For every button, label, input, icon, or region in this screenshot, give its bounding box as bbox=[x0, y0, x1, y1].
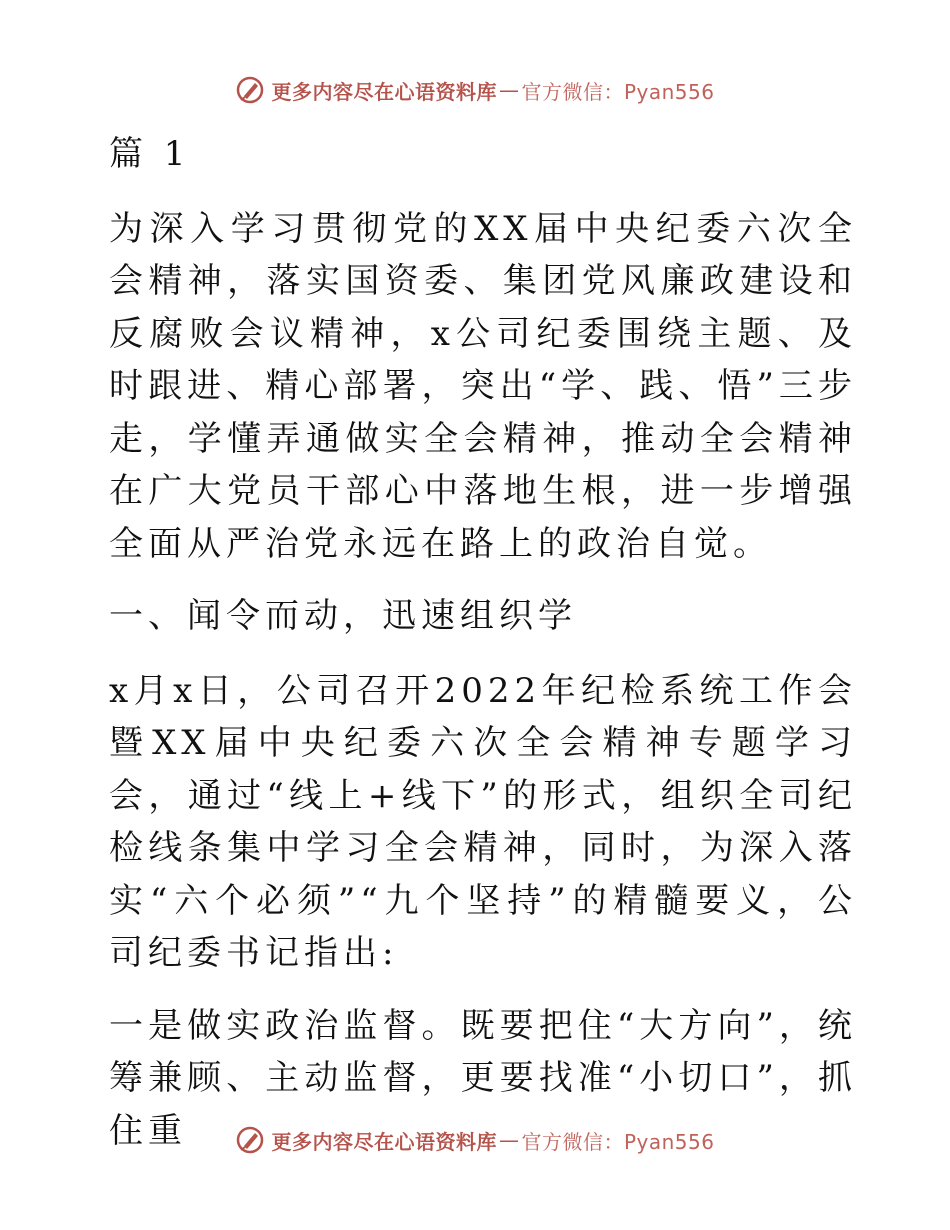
section-heading: 一、闻令而动，迅速组织学 bbox=[109, 596, 577, 636]
watermark-contact: 官方微信：Pyan556 bbox=[521, 79, 715, 104]
watermark-separator: — bbox=[498, 78, 520, 102]
watermark-header bbox=[0, 70, 950, 110]
paragraph-point-one: 一是做实政治监督。既要把住“大方向”，统筹兼顾、主动监督，更要找准“小切口”，抓住重 bbox=[109, 1005, 857, 1151]
document-heading: 篇 1 bbox=[109, 134, 191, 174]
watermark-text: 更多内容尽在心语资料库 bbox=[271, 1129, 497, 1154]
watermark-footer bbox=[0, 1120, 950, 1160]
paragraph-meeting: x月x日，公司召开2022年纪检系统工作会暨XX届中央纪委六次全会精神专题学习会，通过“线上+线下”的形式，组织全司纪检线条集中学习全会精神，同时，为深入落实“六个必须”“九个坚持”的精髓要义，公司纪委书记指出: bbox=[109, 670, 857, 973]
quill-pen-circle-icon bbox=[235, 1125, 265, 1155]
paragraph-intro: 为深入学习贯彻党的XX届中央纪委六次全会精神，落实国资委、集团党风廉政建设和反腐败会议精神，x公司纪委围绕主题、及时跟进、精心部署，突出“学、践、悟”三步走，学懂弄通做实全会精神，推动全会精神在广大党员干部心中落地生根，进一步增强全面从严治党永远在路上的政治自觉。 bbox=[109, 208, 857, 564]
watermark-separator: — bbox=[498, 1128, 520, 1152]
watermark-contact: 官方微信：Pyan556 bbox=[521, 1129, 715, 1154]
watermark-text: 更多内容尽在心语资料库 bbox=[271, 79, 497, 104]
document-body bbox=[97, 120, 857, 1157]
quill-pen-circle-icon bbox=[235, 75, 265, 105]
